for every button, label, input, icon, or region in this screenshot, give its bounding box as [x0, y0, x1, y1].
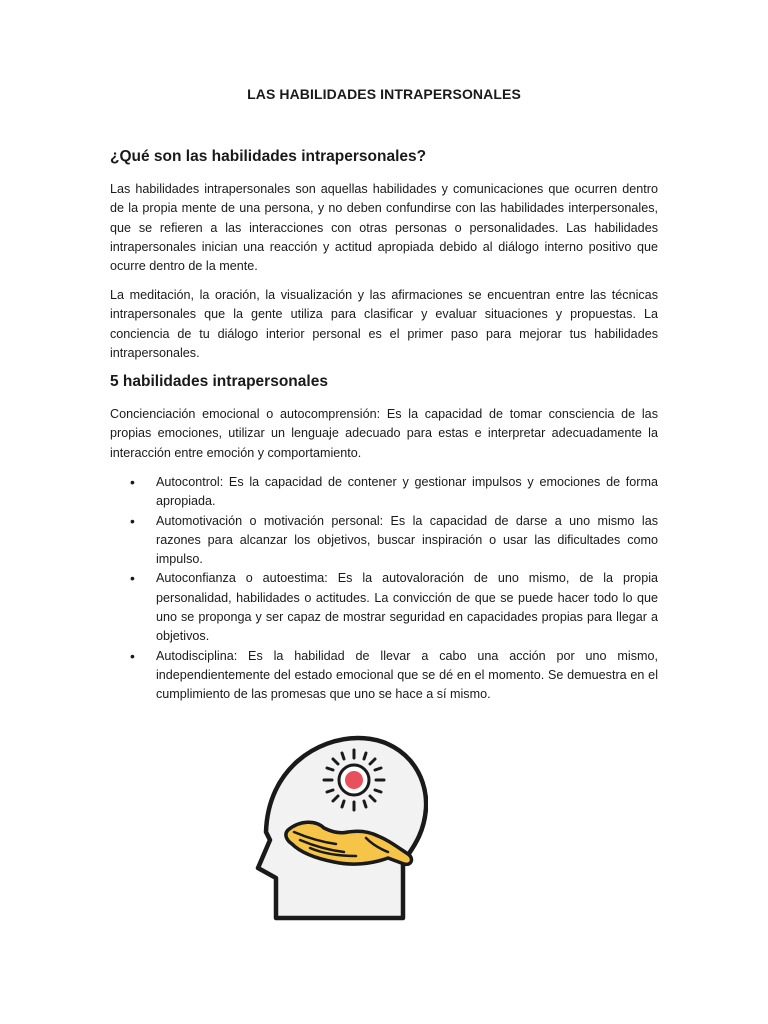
list-item-autoconfianza [110, 569, 658, 646]
paragraph-emotional-awareness: Concienciación emocional o autocomprensión: Es la capacidad de tomar consciencia de las propias emociones, utilizar un lenguaje adecuado para estas e interpretar adecuadamente la interacción entre emoción y comportamiento. [110, 407, 658, 460]
list-item-text: Autocontrol: Es la capacidad de contener y gestionar impulsos y emociones de forma apropiada. [156, 475, 658, 509]
list-item-autodisciplina [110, 647, 658, 705]
paragraph-techniques: La meditación, la oración, la visualización y las afirmaciones se encuentran entre las técnicas intrapersonales que la gente utiliza para clasificar y evaluar situaciones y propuestas. La conciencia de tu diálogo interior personal es el primer paso para mejorar tus habilidades intrapersonales. [110, 288, 658, 360]
head-outline [258, 738, 426, 918]
bullet-icon: • [130, 474, 135, 490]
head-hand-sun-icon [248, 728, 428, 928]
section-heading-what-are: ¿Qué son las habilidades intrapersonales? [110, 148, 427, 165]
list-item-automotivacion [110, 512, 658, 570]
list-item-text: Autoconfianza o autoestima: Es la autovaloración de uno mismo, de la propia personalidad, habilidades o actitudes. La convicción de que se puede hacer todo lo que uno se proponga y ser capaz de mostrar seguridad en capacidades propias para llegar a objetivos. [156, 571, 658, 644]
document-title: LAS HABILIDADES INTRAPERSONALES [247, 86, 521, 102]
paragraph-definition: Las habilidades intrapersonales son aquellas habilidades y comunicaciones que ocurren dentro de la propia mente de una persona, y no deben confundirse con las habilidades interpersonales, que se refieren a las interacciones con otras personas o personalidades. Las habilidades intrapersonales inician una reacción y actitud apropiada debido al diálogo interno positivo que ocurre dentro de la mente. [110, 182, 658, 274]
list-item-text: Autodisciplina: Es la habilidad de llevar a cabo una acción por uno mismo, independientemente del estado emocional que se dé en el momento. Se demuestra en el cumplimiento de las promesas que uno se hace a sí mismo. [156, 648, 658, 702]
list-item-text: Automotivación o motivación personal: Es la capacidad de darse a uno mismo las razones para alcanzar los objetivos, buscar inspiración o usar las dificultades como impulso. [156, 513, 658, 567]
bullet-icon: • [130, 570, 135, 587]
skills-list [110, 473, 658, 705]
bullet-icon: • [130, 647, 135, 664]
sun-core [345, 771, 363, 789]
bullet-icon: • [130, 512, 135, 529]
list-item-autocontrol [110, 473, 658, 512]
section-heading-five-skills: 5 habilidades intrapersonales [110, 373, 328, 390]
